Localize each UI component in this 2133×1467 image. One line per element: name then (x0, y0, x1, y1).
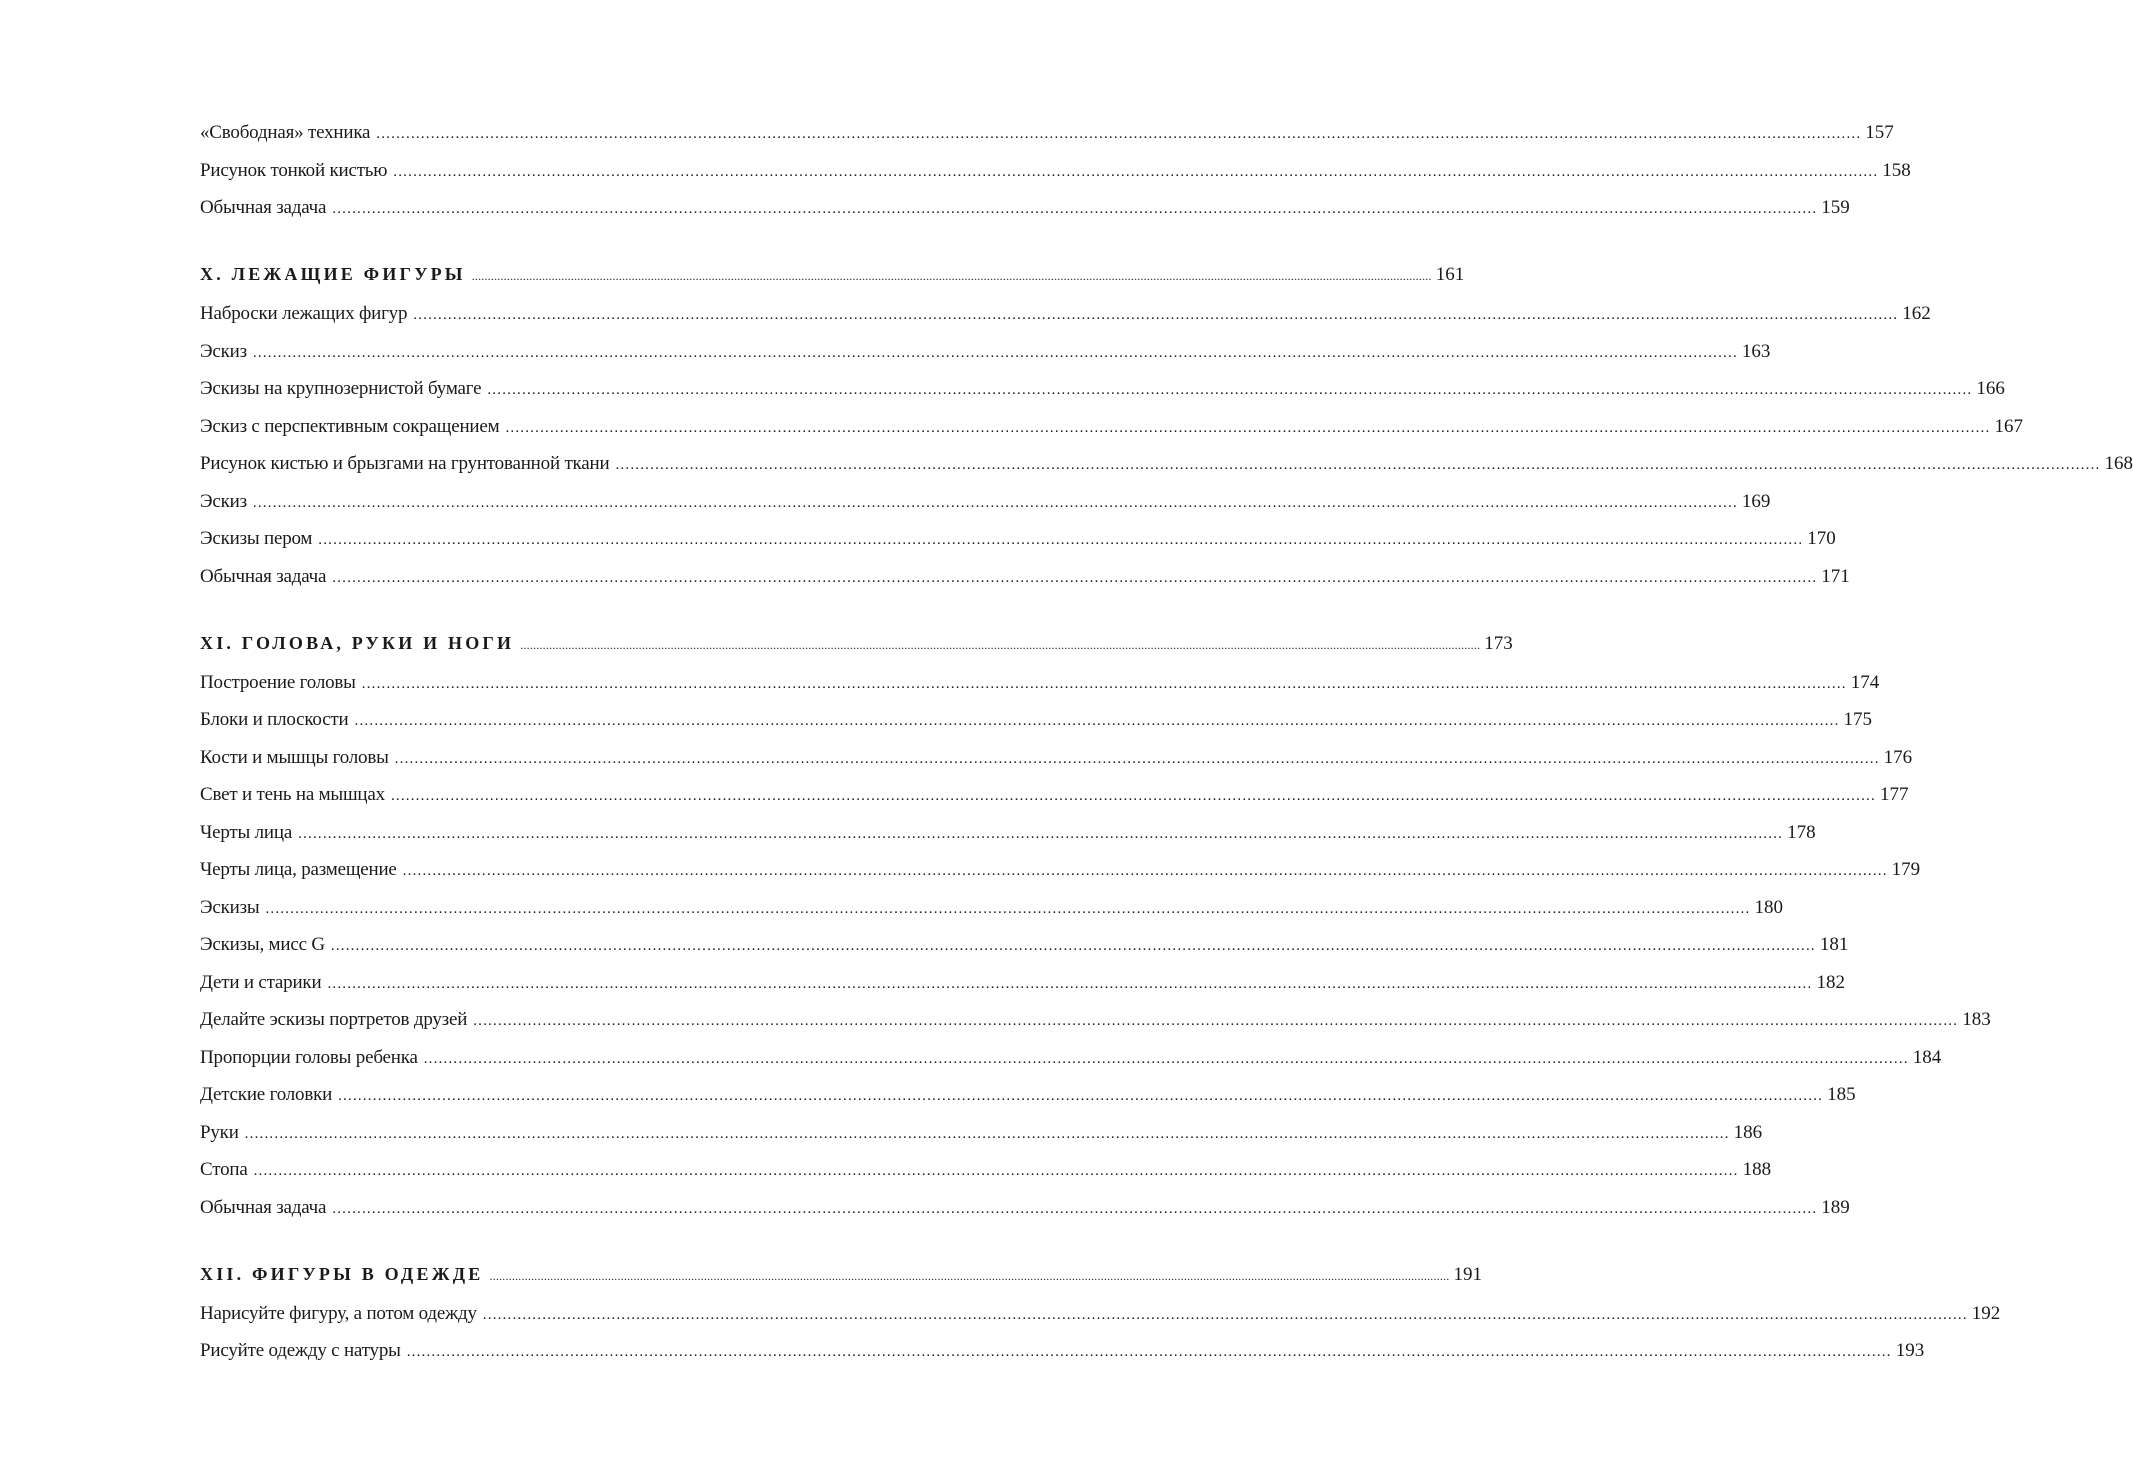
dot-leader: ............................................................................................................................................................................................................................................................................................................ (423, 1050, 1909, 1067)
toc-section-heading (200, 260, 1465, 300)
toc-entry (200, 969, 1845, 1007)
toc-title: Эскизы на крупнозернистой бумаге (200, 378, 482, 399)
toc-entry (200, 1300, 2001, 1338)
dot-leader: ............................................................................................................................................................................................................................................................................................................ (354, 713, 1840, 729)
dot-leader: ............................................................................................................................................................................................................................................................................................................ (505, 419, 1991, 436)
toc-entry (200, 1194, 1850, 1232)
dot-leader: ............................................................................................................................................................................................................................................................................................................ (520, 637, 1481, 652)
toc-page-number: 157 (1865, 122, 1894, 143)
toc-page-number: 175 (1843, 709, 1873, 730)
toc-page-number: 173 (1484, 632, 1513, 654)
dot-leader: ............................................................................................................................................................................................................................................................................................................ (390, 788, 1876, 804)
dot-leader: ............................................................................................................................................................................................................................................................................................................ (265, 900, 1751, 917)
toc-title: Рисунок тонкой кистью (200, 159, 388, 181)
toc-entry (200, 856, 1921, 894)
toc-title: Обычная задача (200, 565, 327, 587)
toc-entry (200, 375, 2005, 413)
toc-page-number: 174 (1850, 671, 1880, 693)
toc-page-number: 193 (1895, 1340, 1925, 1361)
toc-entry (200, 744, 1913, 782)
toc-page-number: 159 (1821, 197, 1850, 218)
dot-leader: ............................................................................................................................................................................................................................................................................................................ (615, 457, 2101, 473)
toc-page-number: 186 (1733, 1121, 1763, 1143)
toc-page-number: 179 (1891, 859, 1921, 880)
dot-leader: ............................................................................................................................................................................................................................................................................................................ (332, 569, 1818, 586)
toc-page-number: 189 (1821, 1196, 1850, 1218)
dot-leader: ............................................................................................................................................................................................................................................................................................................ (330, 938, 1816, 954)
toc-entry (200, 894, 1783, 932)
toc-title: Обычная задача (200, 1196, 327, 1218)
toc-title: Детские головки (200, 1084, 333, 1105)
toc-entry (200, 194, 1850, 232)
toc-entry (200, 119, 1894, 157)
toc-page-number: 177 (1879, 784, 1909, 805)
dot-leader: ............................................................................................................................................................................................................................................................................................................ (332, 201, 1818, 217)
toc-entry (200, 450, 2133, 488)
toc-title: XI. ГОЛОВА, РУКИ И НОГИ (200, 632, 515, 653)
toc-page-number: 185 (1827, 1084, 1856, 1105)
toc-entry (200, 669, 1880, 707)
dot-leader: ............................................................................................................................................................................................................................................................................................................ (473, 1013, 1959, 1029)
toc-title: Руки (200, 1121, 239, 1143)
dot-leader: ............................................................................................................................................................................................................................................................................................................ (406, 1344, 1892, 1360)
toc-page-number: 170 (1807, 528, 1836, 549)
toc-page-number: 171 (1821, 565, 1850, 587)
toc-entry (200, 1044, 1942, 1082)
toc-entry (200, 1081, 1856, 1119)
toc-page-number: 188 (1742, 1159, 1772, 1180)
toc-entry (200, 706, 1873, 744)
toc-title: Блоки и плоскости (200, 709, 349, 730)
dot-leader: ............................................................................................................................................................................................................................................................................................................ (332, 1200, 1818, 1217)
toc-title: Эскизы пером (200, 528, 313, 549)
toc-title: Рисуйте одежду с натуры (200, 1340, 401, 1361)
toc-page-number: 180 (1754, 896, 1783, 918)
dot-leader: ............................................................................................................................................................................................................................................................................................................ (253, 1163, 1739, 1179)
dot-leader: ............................................................................................................................................................................................................................................................................................................ (394, 750, 1880, 767)
toc-entry (200, 1337, 1925, 1375)
toc-entry (200, 1119, 1763, 1157)
dot-leader: ............................................................................................................................................................................................................................................................................................................ (413, 307, 1899, 323)
toc-section-heading (200, 629, 1513, 669)
dot-leader: ............................................................................................................................................................................................................................................................................................................ (489, 1268, 1450, 1283)
toc-entry (200, 338, 1771, 376)
dot-leader: ............................................................................................................................................................................................................................................................................................................ (361, 675, 1847, 692)
toc-title: XII. ФИГУРЫ В ОДЕЖДЕ (200, 1263, 484, 1284)
toc-title: Построение головы (200, 671, 356, 693)
toc-title: Черты лица, размещение (200, 859, 397, 880)
toc-title: Эскизы, мисс G (200, 934, 325, 955)
toc-entry (200, 157, 1911, 195)
toc-page-number: 161 (1435, 264, 1465, 285)
toc-page-number: 168 (2104, 453, 2133, 474)
toc-title: Наброски лежащих фигур (200, 303, 408, 324)
toc-entry (200, 488, 1771, 526)
toc-page-number: 162 (1902, 303, 1931, 324)
toc-entry (200, 819, 1816, 857)
toc-title: «Свободная» техника (200, 122, 371, 143)
toc-page-number: 192 (1971, 1302, 2001, 1324)
dot-leader: ............................................................................................................................................................................................................................................................................................................ (327, 975, 1813, 992)
toc-entry (200, 563, 1850, 601)
dot-leader: ............................................................................................................................................................................................................................................................................................................ (252, 494, 1738, 511)
toc-entry (200, 525, 1836, 563)
toc-section-heading (200, 1260, 1482, 1300)
dot-leader: ............................................................................................................................................................................................................................................................................................................ (244, 1125, 1730, 1142)
toc-page-number: 182 (1816, 971, 1845, 993)
toc-entry (200, 781, 1909, 819)
toc-title: Эскиз с перспективным сокращением (200, 415, 500, 437)
toc-title: Рисунок кистью и брызгами на грунтованной ткани (200, 453, 610, 474)
dot-leader: ............................................................................................................................................................................................................................................................................................................ (487, 382, 1973, 398)
toc-entry (200, 413, 2023, 451)
toc-entry (200, 1156, 1772, 1194)
dot-leader: ............................................................................................................................................................................................................................................................................................................ (338, 1088, 1824, 1104)
toc-title: Свет и тень на мышцах (200, 784, 385, 805)
toc-page-number: 167 (1994, 415, 2023, 437)
toc-title: Обычная задача (200, 197, 327, 218)
dot-leader: ............................................................................................................................................................................................................................................................................................................ (298, 825, 1784, 842)
toc-page-number: 184 (1912, 1046, 1942, 1068)
toc-title: Кости и мышцы головы (200, 746, 389, 768)
dot-leader: ............................................................................................................................................................................................................................................................................................................ (318, 532, 1804, 548)
toc-title: Эскиз (200, 340, 247, 362)
toc-page-number: 166 (1976, 378, 2005, 399)
dot-leader: ............................................................................................................................................................................................................................................................................................................ (482, 1306, 1968, 1323)
table-of-contents (200, 119, 2133, 1375)
toc-title: Эскизы (200, 896, 260, 918)
toc-title: Дети и старики (200, 971, 322, 993)
toc-entry (200, 300, 1931, 338)
dot-leader: ............................................................................................................................................................................................................................................................................................................ (376, 126, 1862, 142)
dot-leader: ............................................................................................................................................................................................................................................................................................................ (252, 344, 1738, 361)
toc-page-number: 183 (1962, 1009, 1991, 1030)
toc-title: Черты лица (200, 821, 293, 843)
toc-page-number: 169 (1741, 490, 1771, 512)
toc-title: Нарисуйте фигуру, а потом одежду (200, 1302, 477, 1324)
toc-entry (200, 1006, 1991, 1044)
toc-page-number: 163 (1741, 340, 1771, 362)
toc-title: Делайте эскизы портретов друзей (200, 1009, 468, 1030)
toc-title: Пропорции головы ребенка (200, 1046, 418, 1068)
toc-page-number: 178 (1787, 821, 1816, 843)
toc-page-number: 181 (1819, 934, 1849, 955)
toc-entry (200, 931, 1849, 969)
toc-page-number: 191 (1453, 1263, 1482, 1285)
toc-title: Стопа (200, 1159, 248, 1180)
toc-page-number: 158 (1882, 159, 1911, 181)
toc-title: X. ЛЕЖАЩИЕ ФИГУРЫ (200, 264, 466, 284)
toc-page-number: 176 (1883, 746, 1913, 768)
dot-leader: ............................................................................................................................................................................................................................................................................................................ (402, 863, 1888, 879)
dot-leader: ............................................................................................................................................................................................................................................................................................................ (471, 269, 1432, 283)
dot-leader: ............................................................................................................................................................................................................................................................................................................ (393, 163, 1879, 180)
toc-title: Эскиз (200, 490, 247, 512)
